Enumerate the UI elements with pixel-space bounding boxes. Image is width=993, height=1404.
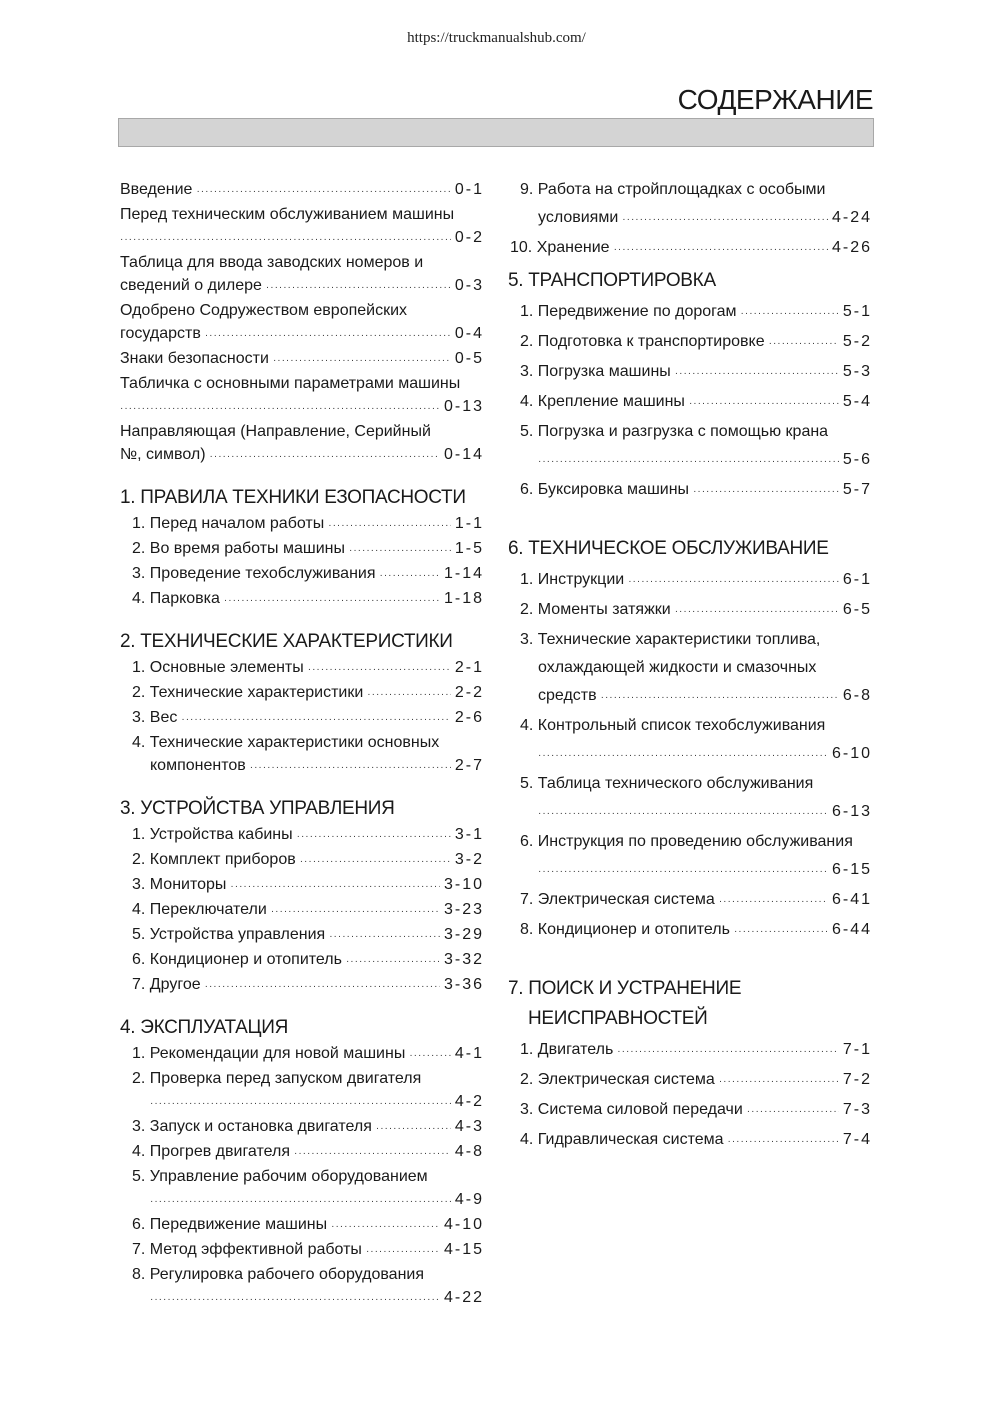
dot-leader [409, 1044, 451, 1067]
toc-page-number: 1-5 [454, 540, 484, 557]
chapter-heading-2[interactable]: 2. ТЕХНИЧЕСКИЕ ХАРАКТЕРИСТИКИ [120, 631, 453, 652]
toc-entry-label: 3. Проведение техобслуживания [132, 565, 376, 582]
toc-entry-label: 2. Технические характеристики [132, 684, 364, 701]
toc-page-number: 3-32 [443, 951, 484, 968]
chapter-heading-7[interactable]: 7. ПОИСК И УСТРАНЕНИЕ [508, 978, 742, 999]
toc-entry[interactable] [520, 1036, 872, 1066]
toc-entry-label: 4. Технические характеристики основных [132, 734, 440, 751]
dot-leader [329, 925, 440, 948]
toc-entry-label: 3. Мониторы [132, 876, 227, 893]
toc-entry[interactable] [520, 1066, 872, 1096]
toc-entry-label: Введение [120, 181, 193, 198]
toc-entry-label: 9. Работа на стройплощадках с особыми [520, 181, 826, 198]
toc-entry-serial-table[interactable] [120, 274, 484, 299]
toc-entry-label: Одобрено Содружеством европейских [120, 302, 408, 319]
toc-page-number: 0-2 [454, 229, 484, 246]
toc-page-number: 6-41 [831, 891, 872, 908]
toc-entry-label: 6. Передвижение машины [132, 1216, 328, 1233]
chapter-heading-5[interactable]: 5. ТРАНСПОРТИРОВКА [508, 270, 716, 291]
toc-entry[interactable] [520, 798, 872, 828]
toc-entry-label: 1. Передвижение по дорогам [520, 303, 737, 320]
dot-leader [210, 445, 440, 468]
dot-leader [719, 1068, 839, 1096]
toc-entry-label: 3. Система силовой передачи [520, 1101, 743, 1118]
toc-entry-label: 3. Погрузка машины [520, 363, 671, 380]
toc-entry-label: 4. Крепление машины [520, 393, 685, 410]
toc-entry-label: 3. Вес [132, 709, 178, 726]
dot-leader [719, 888, 828, 916]
toc-entry-label: 1. Рекомендации для новой машины [132, 1045, 406, 1062]
toc-entry[interactable] [132, 1090, 484, 1115]
toc-page-number: 4-24 [831, 209, 872, 226]
toc-entry[interactable] [520, 682, 872, 712]
toc-entry-label: сведений о дилере [120, 277, 262, 294]
toc-entry-approved[interactable] [120, 322, 484, 347]
toc-page-number: 5-4 [842, 393, 872, 410]
toc-entry[interactable] [520, 476, 872, 506]
toc-entry[interactable] [520, 596, 872, 626]
dot-leader [150, 1288, 440, 1311]
toc-entry-label: 10. Хранение [510, 239, 610, 256]
dot-leader [308, 658, 451, 681]
toc-entry[interactable] [132, 754, 484, 779]
toc-entry-guide[interactable] [120, 443, 484, 468]
toc-page-number: 3-1 [454, 826, 484, 843]
toc-page-number: 4-26 [831, 239, 872, 256]
dot-leader [366, 1240, 440, 1263]
toc-entry[interactable] [132, 706, 484, 731]
chapter-heading-3[interactable]: 3. УСТРОЙСТВА УПРАВЛЕНИЯ [120, 798, 395, 819]
toc-page-number: 7-1 [842, 1041, 872, 1058]
toc-entry[interactable] [520, 916, 872, 946]
dot-leader [689, 390, 839, 418]
toc-entry-label: 6. Кондиционер и отопитель [132, 951, 342, 968]
chapter-4-items-continued [508, 176, 872, 264]
page-title: СОДЕРЖАНИЕ [677, 84, 873, 115]
dot-leader [367, 683, 451, 706]
toc-page-number: 6-44 [831, 921, 872, 938]
toc-page-number: 1-18 [443, 590, 484, 607]
toc-entry[interactable] [132, 512, 484, 537]
dot-leader [300, 850, 451, 873]
dot-leader [538, 858, 828, 886]
toc-entry-label: Знаки безопасности [120, 350, 269, 367]
toc-entry[interactable] [132, 587, 484, 612]
dot-leader [734, 918, 828, 946]
chapter-2-items [120, 656, 484, 779]
toc-page-number: 4-1 [454, 1045, 484, 1062]
toc-entry[interactable] [132, 1238, 484, 1263]
dot-leader [693, 478, 839, 506]
dot-leader [380, 564, 440, 587]
toc-page-number: 5-1 [842, 303, 872, 320]
toc-entry-label: 5. Таблица технического обслуживания [520, 775, 814, 792]
toc-entry-label: охлаждающей жидкости и смазочных [538, 659, 817, 676]
toc-entry-label: 2. Моменты затяжки [520, 601, 671, 618]
chapter-5-items [508, 298, 872, 506]
toc-page-number: 3-2 [454, 851, 484, 868]
toc-entry[interactable] [132, 848, 484, 873]
toc-page-number: 4-15 [443, 1241, 484, 1258]
toc-entry[interactable] [132, 1286, 484, 1311]
toc-entry-label: условиями [538, 209, 619, 226]
toc-page-number: 0-3 [454, 277, 484, 294]
dot-leader [622, 206, 828, 234]
toc-entry[interactable] [520, 204, 872, 234]
chapter-7-items [508, 1036, 872, 1156]
toc-page-number: 3-23 [443, 901, 484, 918]
dot-leader [181, 708, 451, 731]
toc-page-number: 6-5 [842, 601, 872, 618]
toc-entry-label: 8. Регулировка рабочего оборудования [132, 1266, 425, 1283]
toc-page-number: 4-3 [454, 1118, 484, 1135]
dot-leader [601, 684, 839, 712]
toc-entry[interactable] [132, 1213, 484, 1238]
dot-leader [538, 800, 828, 828]
toc-entry-label: 1. Устройства кабины [132, 826, 293, 843]
toc-entry-label: Табличка с основными параметрами машины [120, 375, 461, 392]
toc-page-number: 5-7 [842, 481, 872, 498]
dot-leader [120, 397, 440, 420]
toc-page-number: 7-2 [842, 1071, 872, 1088]
toc-entry-label: №, символ) [120, 446, 206, 463]
chapter-4-items [120, 1042, 484, 1311]
toc-page-number: 5-2 [842, 333, 872, 350]
toc-entry[interactable] [132, 823, 484, 848]
toc-entry-label: 2. Подготовка к транспортировке [520, 333, 765, 350]
toc-page-number: 3-29 [443, 926, 484, 943]
toc-entry[interactable] [520, 886, 872, 916]
toc-entry-intro[interactable] [120, 178, 484, 203]
toc-entry[interactable] [520, 740, 872, 770]
toc-entry[interactable] [132, 1188, 484, 1213]
toc-page-number: 4-22 [443, 1289, 484, 1306]
toc-entry[interactable] [520, 856, 872, 886]
toc-entry-label: Таблица для ввода заводских номеров и [120, 254, 424, 271]
toc-entry-label: 2. Комплект приборов [132, 851, 296, 868]
dot-leader [273, 349, 451, 372]
dot-leader [349, 539, 451, 562]
toc-entry-label: 4. Контрольный список техобслуживания [520, 717, 826, 734]
toc-page-number: 7-3 [842, 1101, 872, 1118]
toc-page-number: 4-9 [454, 1191, 484, 1208]
toc-page-number: 0-4 [454, 325, 484, 342]
toc-entry[interactable] [132, 973, 484, 998]
toc-entry[interactable] [510, 234, 872, 264]
toc-page-number: 4-2 [454, 1093, 484, 1110]
toc-entry-label: 4. Гидравлическая система [520, 1131, 724, 1148]
toc-entry[interactable] [520, 446, 872, 476]
toc-entry-label: компонентов [150, 757, 246, 774]
toc-entry[interactable] [132, 562, 484, 587]
toc-entry[interactable] [520, 566, 872, 596]
dot-leader [769, 330, 839, 358]
toc-page-number: 4-10 [443, 1216, 484, 1233]
dot-leader [538, 742, 828, 770]
toc-entry-label: государств [120, 325, 201, 342]
toc-entry-label: 3. Технические характеристики топлива, [520, 631, 821, 648]
dot-leader [331, 1215, 440, 1238]
toc-entry[interactable] [520, 1126, 872, 1156]
toc-entry-label: 2. Во время работы машины [132, 540, 345, 557]
dot-leader [376, 1117, 451, 1140]
chapter-3-items [120, 823, 484, 998]
dot-leader [205, 324, 451, 347]
toc-page-number: 0-5 [454, 350, 484, 367]
toc-page-number: 2-1 [454, 659, 484, 676]
toc-page-number: 1-1 [454, 515, 484, 532]
toc-entry-label: 5. Управление рабочим оборудованием [132, 1168, 428, 1185]
toc-left-column [120, 178, 484, 1311]
dot-leader [196, 180, 450, 203]
toc-entry-label: 8. Кондиционер и отопитель [520, 921, 730, 938]
toc-page-number: 6-13 [831, 803, 872, 820]
toc-entry[interactable] [132, 898, 484, 923]
dot-leader [328, 514, 451, 537]
toc-entry[interactable] [132, 537, 484, 562]
toc-entry-label: Перед техническим обслуживанием машины [120, 206, 455, 223]
toc-page-number: 6-8 [842, 687, 872, 704]
dot-leader [297, 825, 451, 848]
toc-entry-label: Направляющая (Направление, Серийный [120, 423, 431, 440]
toc-entry[interactable] [132, 948, 484, 973]
toc-page-number: 4-8 [454, 1143, 484, 1160]
toc-entry[interactable] [520, 388, 872, 418]
toc-entry-label: 4. Прогрев двигателя [132, 1143, 290, 1160]
toc-page-number: 2-2 [454, 684, 484, 701]
toc-page-number: 3-36 [443, 976, 484, 993]
toc-entry-label: 6. Буксировка машины [520, 481, 690, 498]
toc-entry[interactable] [520, 1096, 872, 1126]
toc-entry-label: 2. Электрическая система [520, 1071, 715, 1088]
source-url[interactable]: https://truckmanualshub.com/ [407, 30, 586, 46]
chapter-heading-1[interactable]: 1. ПРАВИЛА ТЕХНИКИ ЕЗОПАСНОСТИ [120, 487, 466, 508]
toc-entry[interactable] [132, 1042, 484, 1067]
toc-entry[interactable] [132, 656, 484, 681]
toc-entry[interactable] [132, 1115, 484, 1140]
toc-entry-label: 1. Инструкции [520, 571, 625, 588]
dot-leader [266, 276, 451, 299]
toc-entry-label: 1. Перед началом работы [132, 515, 325, 532]
toc-entry[interactable] [132, 1140, 484, 1165]
toc-right-column [508, 176, 872, 1156]
toc-page-number: 6-10 [831, 745, 872, 762]
dot-leader [741, 300, 839, 328]
toc-entry-label: 5. Погрузка и разгрузка с помощью крана [520, 423, 829, 440]
toc-page-number: 0-1 [454, 181, 484, 198]
toc-entry-label: 7. Электрическая система [520, 891, 715, 908]
dot-leader [150, 1092, 451, 1115]
dot-leader [728, 1128, 839, 1156]
chapter-1-items [120, 512, 484, 612]
toc-entry-before-maintenance[interactable] [120, 226, 484, 251]
toc-entry-label: 6. Инструкция по проведению обслуживания [520, 833, 853, 850]
toc-page-number: 7-4 [842, 1131, 872, 1148]
dot-leader [205, 975, 440, 998]
toc-entry[interactable] [520, 298, 872, 328]
toc-entry[interactable] [132, 681, 484, 706]
toc-entry-safety-signs[interactable] [120, 347, 484, 372]
toc-page-number: 6-15 [831, 861, 872, 878]
chapter-heading-7-continued: НЕИСПРАВНОСТЕЙ [528, 1008, 708, 1029]
toc-entry-label: 4. Переключатели [132, 901, 267, 918]
dot-leader [614, 236, 828, 264]
toc-page-number: 6-1 [842, 571, 872, 588]
dot-leader [224, 589, 440, 612]
toc-entry-label: 7. Другое [132, 976, 201, 993]
toc-page-number: 2-7 [454, 757, 484, 774]
chapter-heading-4[interactable]: 4. ЭКСПЛУАТАЦИЯ [120, 1017, 289, 1038]
toc-page-number: 5-6 [842, 451, 872, 468]
dot-leader [747, 1098, 839, 1126]
toc-page-number: 0-14 [443, 446, 484, 463]
toc-entry-label: средств [538, 687, 597, 704]
dot-leader [675, 360, 839, 388]
toc-entry[interactable] [132, 873, 484, 898]
toc-entry-label: 3. Запуск и остановка двигателя [132, 1118, 372, 1135]
toc-entry[interactable] [520, 358, 872, 388]
header-bar [118, 118, 874, 147]
dot-leader [271, 900, 440, 923]
dot-leader [538, 448, 839, 476]
dot-leader [230, 875, 440, 898]
dot-leader [150, 1190, 451, 1213]
toc-entry-label: 7. Метод эффективной работы [132, 1241, 362, 1258]
dot-leader [294, 1142, 451, 1165]
chapter-heading-6[interactable]: 6. ТЕХНИЧЕСКОЕ ОБСЛУЖИВАНИЕ [508, 538, 829, 559]
toc-entry-label: 1. Двигатель [520, 1041, 614, 1058]
toc-entry-label: 4. Парковка [132, 590, 220, 607]
toc-entry-nameplate[interactable] [120, 395, 484, 420]
toc-entry-label: 1. Основные элементы [132, 659, 304, 676]
dot-leader [617, 1038, 839, 1066]
chapter-6-items [508, 566, 872, 946]
toc-entry[interactable] [132, 923, 484, 948]
toc-page-number: 1-14 [443, 565, 484, 582]
toc-entry-label: 5. Устройства управления [132, 926, 326, 943]
toc-entry[interactable] [520, 328, 872, 358]
toc-page-number: 5-3 [842, 363, 872, 380]
dot-leader [120, 228, 451, 251]
toc-page-number: 2-6 [454, 709, 484, 726]
toc-entry-label: 2. Проверка перед запуском двигателя [132, 1070, 422, 1087]
toc-page-number: 0-13 [443, 398, 484, 415]
dot-leader [250, 756, 451, 779]
dot-leader [675, 598, 839, 626]
dot-leader [628, 568, 839, 596]
toc-page-number: 3-10 [443, 876, 484, 893]
dot-leader [346, 950, 440, 973]
